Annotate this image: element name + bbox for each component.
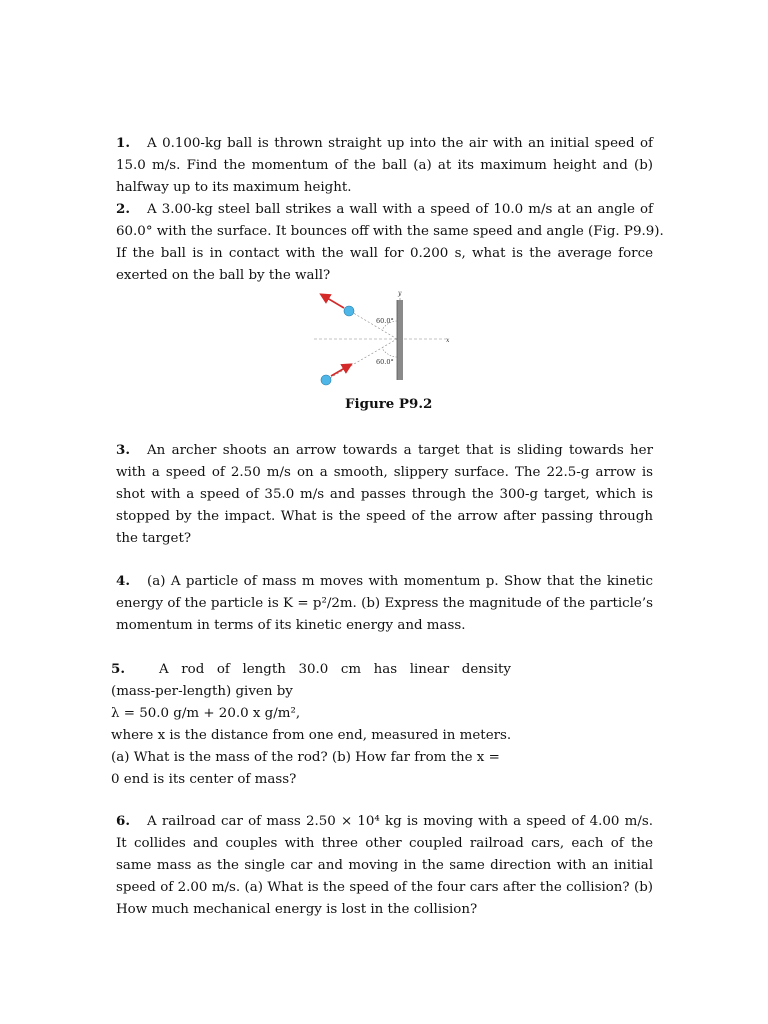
problem-1 xyxy=(116,132,653,199)
problem-3 xyxy=(116,439,653,550)
angle-label-top: 60.0° xyxy=(376,317,394,325)
ball-incoming xyxy=(321,375,331,385)
velocity-arrow-outgoing xyxy=(322,295,344,308)
problem-number: 4. xyxy=(116,573,130,589)
wall xyxy=(397,300,403,380)
angle-label-bottom: 60.0° xyxy=(376,358,394,366)
x-axis-label: x xyxy=(446,337,450,344)
problem-6 xyxy=(116,810,653,921)
problem-text-line: stopped by the impact. What is the speed of the arrow after passing through xyxy=(116,509,653,524)
problem-text-line: 60.0° with the surface. It bounces off with the same speed and angle (Fig. P9.9). xyxy=(116,224,664,239)
y-axis-label: y xyxy=(398,290,402,297)
problem-4 xyxy=(116,570,653,637)
problem-text-line: with a speed of 2.50 m/s on a smooth, slippery surface. The 22.5-g arrow is xyxy=(116,465,653,480)
problem-text-line: If the ball is in contact with the wall for 0.200 s, what is the average force xyxy=(116,246,653,261)
problem-text-line: shot with a speed of 35.0 m/s and passes through the 300-g target, which is xyxy=(116,487,653,502)
problem-text-line: energy of the particle is K = p²/2m. (b) Express the magnitude of the particle’s xyxy=(116,596,653,611)
problem-text-line: momentum in terms of its kinetic energy and mass. xyxy=(116,618,466,633)
problem-text-line: How much mechanical energy is lost in the collision? xyxy=(116,902,478,917)
angle-arc-bottom xyxy=(382,348,397,357)
problem-number: 5. xyxy=(111,661,125,677)
problem-text-line: (a) A particle of mass m moves with momentum p. Show that the kinetic xyxy=(147,574,653,589)
problem-text-line: A 0.100-kg ball is thrown straight up into the air with an initial speed of xyxy=(147,136,653,151)
problem-text-line: same mass as the single car and moving in the same direction with an initial xyxy=(116,858,653,873)
problem-text-line: A railroad car of mass 2.50 × 10⁴ kg is moving with a speed of 4.00 m/s. xyxy=(147,814,653,829)
problem-text-line: the target? xyxy=(116,531,192,546)
figure-caption: Figure P9.2 xyxy=(345,396,433,412)
problem-text-line: (mass-per-length) given by xyxy=(111,684,293,699)
problem-text-line: 0 end is its center of mass? xyxy=(111,772,297,787)
problem-text-line: A 3.00-kg steel ball strikes a wall with a speed of 10.0 m/s at an angle of xyxy=(147,202,653,217)
problem-text-line: A rod of length 30.0 cm has linear density xyxy=(159,662,511,677)
problem-text-line: speed of 2.00 m/s. (a) What is the speed of the four cars after the collision? (b) xyxy=(116,880,653,895)
ball-outgoing xyxy=(344,306,354,316)
problem-text-line: λ = 50.0 g/m + 20.0 x g/m², xyxy=(111,706,301,721)
problem-number: 1. xyxy=(116,135,130,151)
problem-text-line: where x is the distance from one end, measured in meters. xyxy=(111,728,512,743)
velocity-arrow-incoming xyxy=(331,365,350,376)
problem-number: 2. xyxy=(116,201,130,217)
problem-2 xyxy=(116,198,664,287)
problem-text-line: (a) What is the mass of the rod? (b) How far from the x = xyxy=(111,750,500,765)
problem-text-line: An archer shoots an arrow towards a target that is sliding towards her xyxy=(147,443,653,458)
figure-p9-2 xyxy=(300,286,460,386)
outgoing-path xyxy=(350,311,397,339)
problem-5 xyxy=(111,658,511,791)
problem-text-line: It collides and couples with three other coupled railroad cars, each of the xyxy=(116,836,653,851)
problem-text-line: halfway up to its maximum height. xyxy=(116,180,352,195)
problem-text-line: 15.0 m/s. Find the momentum of the ball (a) at its maximum height and (b) xyxy=(116,158,653,173)
problem-number: 3. xyxy=(116,442,130,458)
problem-number: 6. xyxy=(116,813,130,829)
problem-text-line: exerted on the ball by the wall? xyxy=(116,268,331,283)
